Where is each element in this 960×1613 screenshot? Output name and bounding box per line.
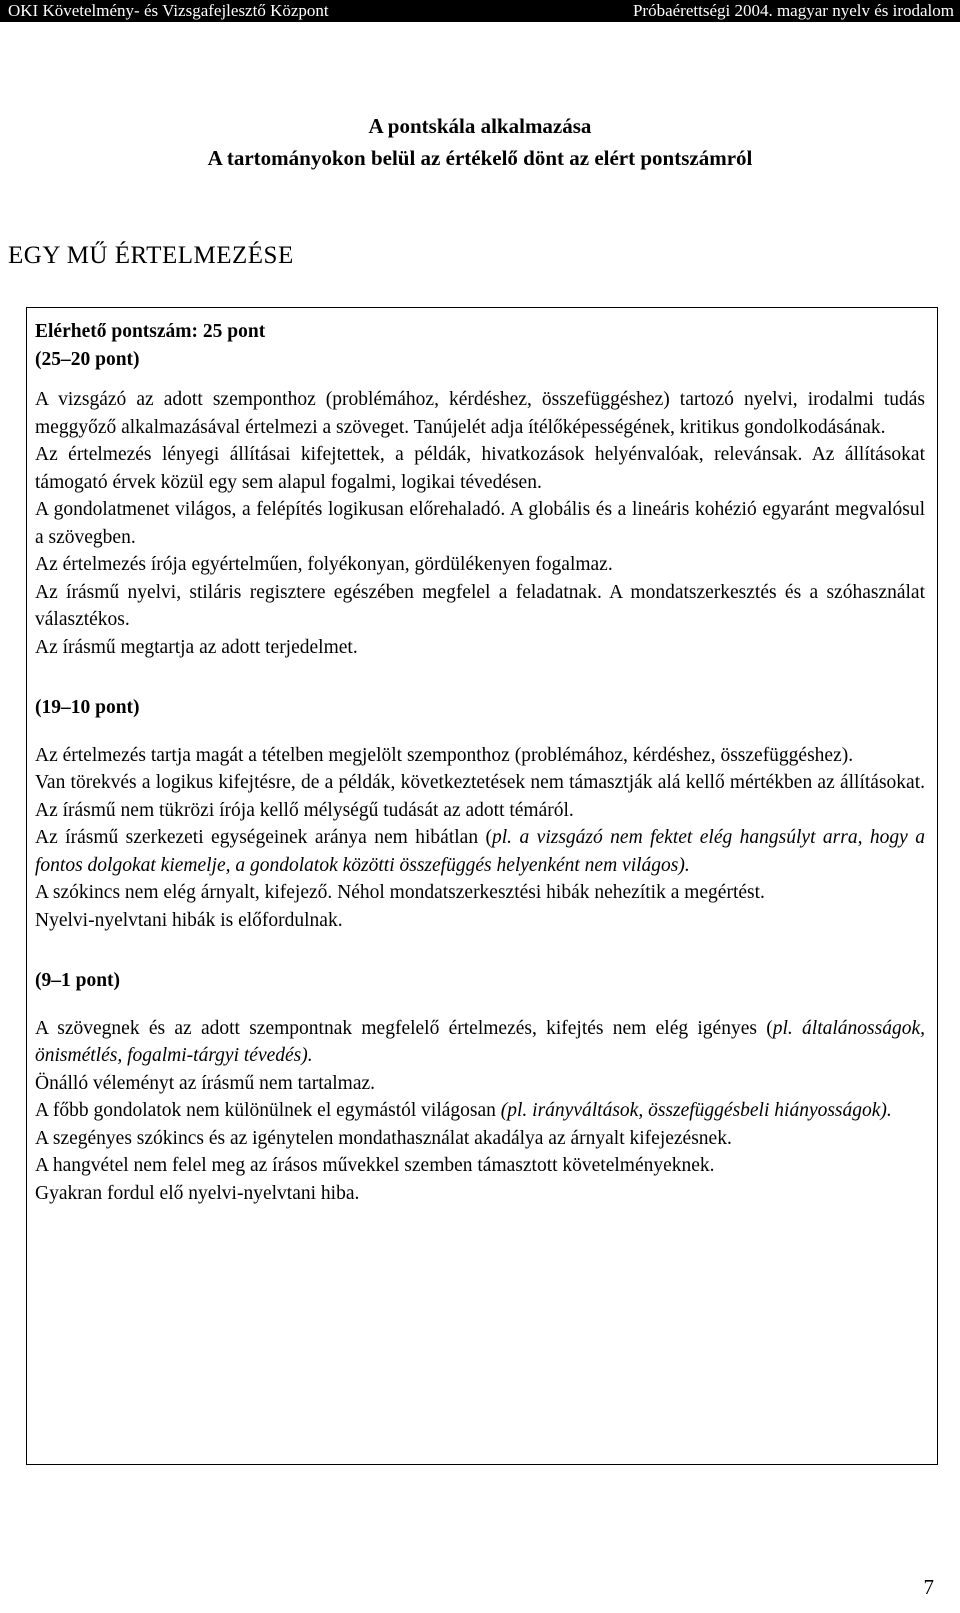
band-3-example: (pl. irányváltások, összefüggésbeli hiányosságok). (500, 1100, 892, 1121)
section-title: EGY MŰ ÉRTELMEZÉSE (8, 242, 294, 269)
band-1-range: (25–20 pont) (35, 348, 140, 370)
band-3-text: A főbb gondolatok nem különülnek el egymástól világosan (35, 1100, 501, 1121)
band-1-paragraph: A gondolatmenet világos, a felépítés logikusan előrehaladó. A globális és a lineáris kohézió egyaránt megvalósul a szövegben. (35, 499, 925, 548)
header-exam-title: Próbaérettségi 2004. magyar nyelv és irodalom (632, 1, 954, 20)
band-3-paragraph (35, 1097, 925, 1125)
band-1-paragraph: Az értelmezés lényegi állításai kifejtettek, a példák, hivatkozások helyénvalóak, relevánsak. Az állításokat támogató érvek közül egy sem alapul fogalmi, logikai tévedésen. (35, 444, 925, 493)
title-line-2: A tartományokon belül az értékelő dönt az elért pontszámról (207, 146, 753, 170)
band-3-paragraph: A hangvétel nem felel meg az írásos művekkel szemben támasztott követelményeknek. (35, 1155, 715, 1176)
band-3-paragraph: A szegényes szókincs és az igénytelen mondathasználat akadálya az árnyalt kifejezésnek. (35, 1127, 732, 1149)
page-number: 7 (923, 1575, 934, 1599)
band-2-paragraph (35, 824, 925, 879)
page-header (0, 0, 960, 22)
band-3-paragraph: Önálló véleményt az írásmű nem tartalmaz. (35, 1072, 376, 1094)
band-3-range: (9–1 pont) (35, 970, 121, 991)
band-2-range: (19–10 pont) (35, 697, 140, 718)
band-1-paragraph: Az írásmű megtartja az adott terjedelmet. (35, 636, 358, 658)
page-title (0, 110, 960, 174)
band-3-text: A szövegnek és az adott szempontnak megfelelő értelmezés, kifejtés nem elég igényes ( (35, 1017, 773, 1039)
band-1-paragraph: A vizsgázó az adott szemponthoz (problémához, kérdéshez, összefüggéshez) tartozó nyelvi, irodalmi tudás meggyőző alkalmazásával értelmezi a szöveget. Tanújelét adja ítélőképességének, kritikus gondolkodásának. (35, 389, 925, 438)
band-2-paragraph: Van törekvés a logikus kifejtésre, de a példák, következtetések nem támasztják alá kellő mértékben az állításokat. Az írásmű nem tükrözi írója kellő mélységű tudását az adott témáról. (35, 772, 925, 821)
band-2-paragraph: Nyelvi-nyelvtani hibák is előfordulnak. (35, 909, 343, 931)
band-2-paragraph: Az értelmezés tartja magát a tételben megjelölt szemponthoz (problémához, kérdéshez, összefüggéshez). (35, 744, 854, 766)
band-3-example: pl. általánosságok, önismétlés, fogalmi-tárgyi tévedés). (35, 1017, 925, 1066)
band-1-paragraph: Az írásmű nyelvi, stiláris regisztere egészében megfelel a feladatnak. A mondatszerkesztés és a szóhasználat választékos. (35, 581, 925, 630)
band-2-example: pl. a vizsgázó nem fektet elég hangsúlyt arra, hogy a fontos dolgokat kiemelje, a gondolatok közötti összefüggés helyenként nem világos). (35, 827, 925, 876)
scoring-content (35, 318, 925, 1207)
header-organization: OKI Követelmény- és Vizsgafejlesztő Központ (8, 1, 329, 20)
max-score: Elérhető pontszám: 25 pont (35, 321, 266, 342)
band-1-paragraph: Az értelmezés írója egyértelműen, folyékonyan, gördülékenyen fogalmaz. (35, 554, 613, 575)
band-2-paragraph: A szókincs nem elég árnyalt, kifejező. Néhol mondatszerkesztési hibák nehezítik a megértést. (35, 882, 765, 903)
band-3-paragraph: Gyakran fordul elő nyelvi-nyelvtani hiba. (35, 1182, 360, 1204)
title-line-1: A pontskála alkalmazása (368, 114, 592, 138)
band-3-paragraph (35, 1015, 925, 1070)
band-2-text: Az írásmű szerkezeti egységeinek aránya nem hibátlan ( (35, 827, 492, 848)
